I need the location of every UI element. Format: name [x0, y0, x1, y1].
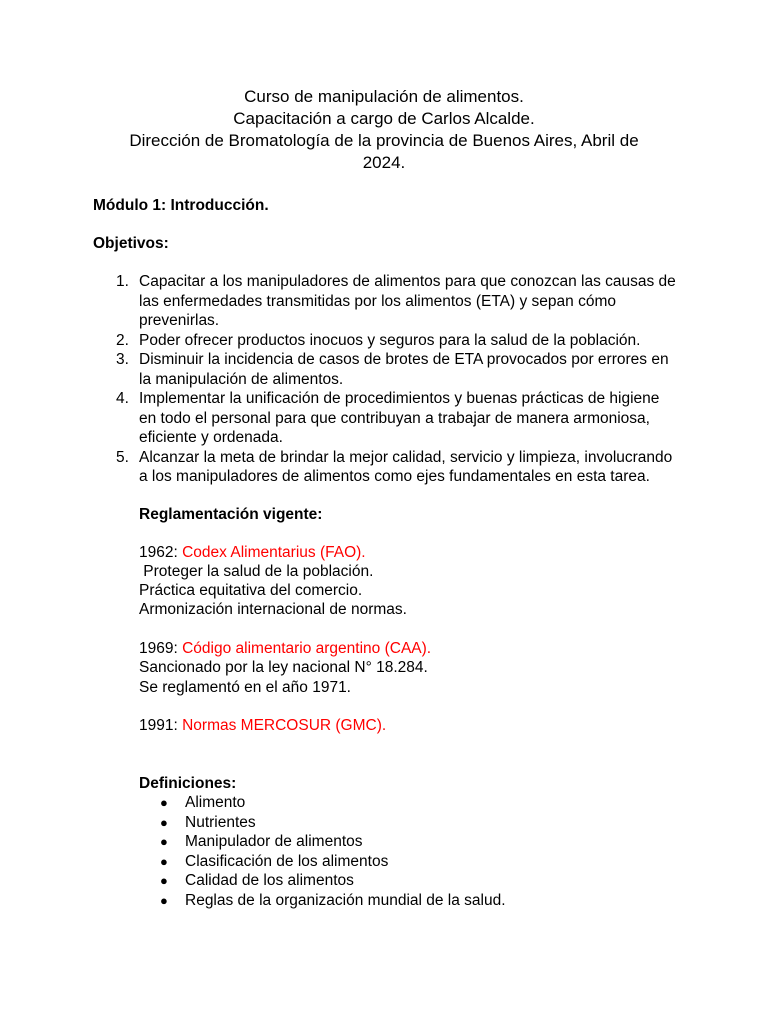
- module-heading: Módulo 1: Introducción.: [93, 197, 269, 214]
- objective-text: Implementar la unificación de procedimientos y buenas prácticas de higiene en todo el personal para que contribuyan a trabajar de manera armoniosa, eficiente y ordenada.: [139, 390, 660, 446]
- codex-entry: [139, 543, 366, 563]
- caa-line: Sancionado por la ley nacional N° 18.284.: [139, 659, 428, 676]
- objective-item: [116, 272, 679, 331]
- objective-item: [116, 389, 679, 448]
- list-item: [160, 832, 506, 852]
- document-title: [100, 86, 668, 174]
- mercosur-entry: [139, 716, 386, 736]
- codex-line: Armonización internacional de normas.: [139, 601, 407, 618]
- objective-number: 2.: [116, 331, 129, 349]
- list-item: [160, 871, 506, 891]
- title-line-4: 2024.: [362, 153, 406, 172]
- objective-text: Poder ofrecer productos inocuos y seguros para la salud de la población.: [139, 331, 641, 349]
- bullet-icon: ●: [160, 892, 168, 908]
- objective-text: Capacitar a los manipuladores de alimentos para que conozcan las causas de las enfermedades transmitidas por los alimentos (ETA) y sepan cómo prevenirlas.: [139, 273, 676, 329]
- title-line-2: Capacitación a cargo de Carlos Alcalde.: [233, 109, 535, 128]
- list-item: [160, 793, 506, 813]
- mercosur-name: Normas MERCOSUR (GMC).: [182, 717, 387, 734]
- codex-line: Práctica equitativa del comercio.: [139, 582, 363, 599]
- caa-entry: [139, 639, 431, 659]
- objective-item: [116, 350, 679, 389]
- codex-line: Proteger la salud de la población.: [139, 563, 374, 580]
- definition-text: Manipulador de alimentos: [185, 833, 363, 850]
- list-item: [160, 813, 506, 833]
- definition-text: Nutrientes: [185, 813, 256, 831]
- definition-text: Alimento: [185, 794, 246, 811]
- bullet-icon: ●: [160, 834, 168, 849]
- definition-text: Reglas de la organización mundial de la salud.: [185, 891, 506, 909]
- bullet-icon: ●: [160, 853, 168, 869]
- bullet-icon: ●: [160, 795, 168, 810]
- codex-name: Codex Alimentarius (FAO).: [182, 544, 366, 561]
- objective-number: 3.: [116, 351, 129, 368]
- list-item: [160, 852, 506, 872]
- definitions-list: [160, 793, 506, 910]
- objectives-heading: Objetivos:: [93, 235, 169, 252]
- objective-number: 5.: [116, 448, 129, 466]
- caa-line: Se reglamentó en el año 1971.: [139, 679, 351, 696]
- caa-name: Código alimentario argentino (CAA).: [182, 640, 432, 657]
- objective-number: 4.: [116, 390, 129, 407]
- definition-text: Clasificación de los alimentos: [185, 852, 389, 870]
- objective-text: Disminuir la incidencia de casos de brotes de ETA provocados por errores en la manipulación de alimentos.: [139, 351, 669, 388]
- objective-item: [116, 448, 679, 487]
- definition-text: Calidad de los alimentos: [185, 872, 354, 889]
- definitions-heading: Definiciones:: [139, 775, 237, 792]
- list-item: [160, 891, 506, 911]
- codex-year: 1962:: [139, 544, 183, 561]
- objective-text: Alcanzar la meta de brindar la mejor calidad, servicio y limpieza, involucrando a los manipuladores de alimentos como ejes fundamentales en esta tarea.: [139, 448, 673, 485]
- regulations-heading: Reglamentación vigente:: [139, 506, 323, 523]
- title-line-1: Curso de manipulación de alimentos.: [244, 87, 524, 106]
- bullet-icon: ●: [160, 873, 168, 888]
- objectives-list: [116, 272, 679, 487]
- mercosur-year: 1991:: [139, 717, 183, 734]
- objective-number: 1.: [116, 273, 129, 290]
- objective-item: [116, 331, 679, 351]
- caa-year: 1969:: [139, 640, 183, 657]
- bullet-icon: ●: [160, 814, 168, 830]
- title-line-3: Dirección de Bromatología de la provincia de Buenos Aires, Abril de: [129, 131, 639, 150]
